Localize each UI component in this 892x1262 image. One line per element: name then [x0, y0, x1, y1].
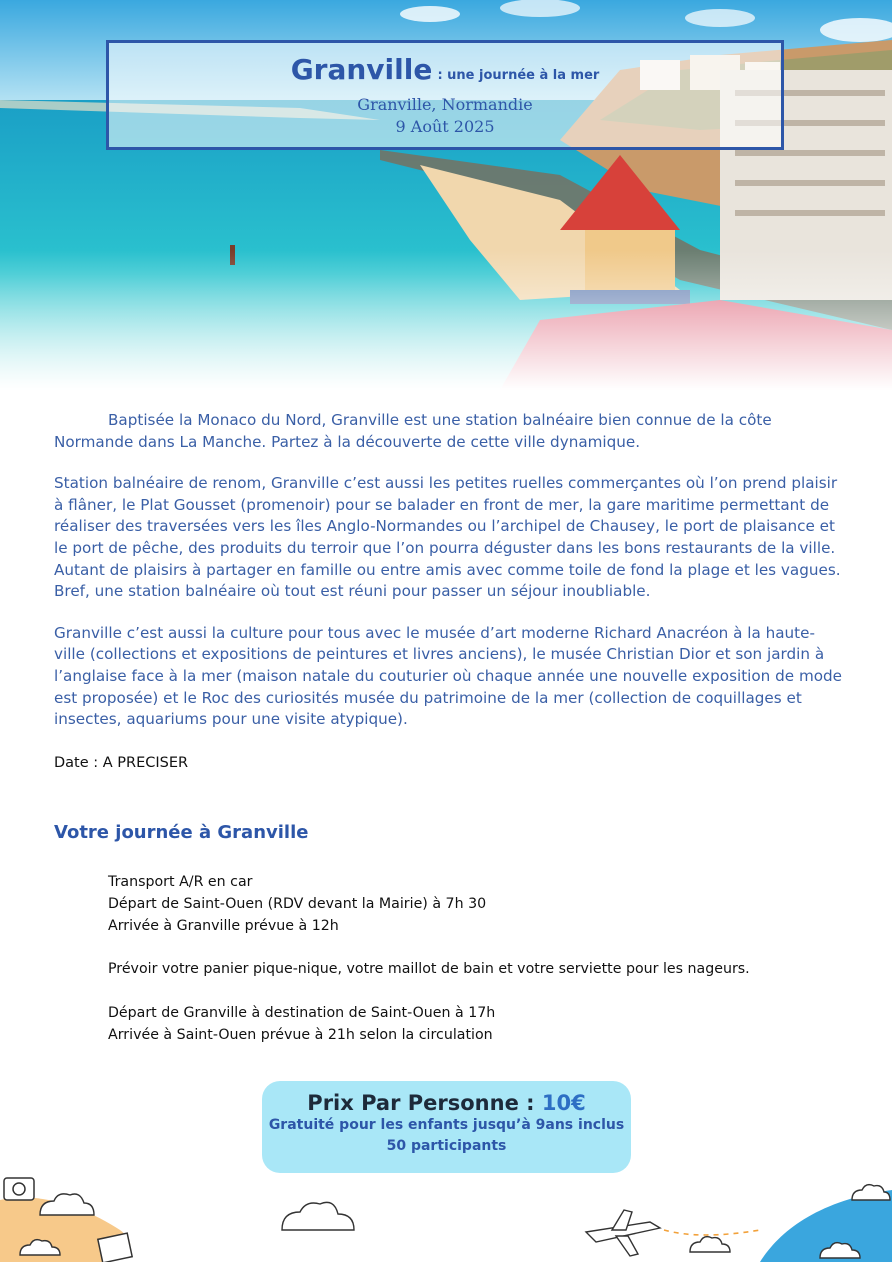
detail-prevoir: Prévoir votre panier pique-nique, votre maillot de bain et votre serviette pour les nageurs.: [108, 961, 750, 978]
flight-path: [664, 1230, 760, 1235]
section-title: Votre journée à Granville: [54, 822, 309, 843]
intro-paragraph: Baptisée la Monaco du Nord, Granville est une station balnéaire bien connue de la côte Normande dans La Manche. Partez à la découverte de cette ville dynamique.: [54, 411, 772, 451]
free-note: Gratuité pour les enfants jusqu’à 9ans inclus: [268, 1117, 625, 1133]
detail-transport: Transport A/R en car: [108, 874, 253, 890]
location-text: Granville, Normandie: [357, 95, 533, 114]
airplane-icon: [586, 1210, 660, 1256]
camera-icon: [4, 1178, 34, 1200]
page-subtitle: : une journée à la mer: [437, 68, 600, 83]
intro-content: [54, 410, 844, 774]
detail-arrivee-saint-ouen: Arrivée à Saint-Ouen prévue à 21h selon la circulation: [108, 1026, 493, 1043]
event-date: 9 Août 2025: [395, 117, 495, 136]
detail-depart-saint-ouen: Départ de Saint-Ouen (RDV devant la Mairie) à 7h 30: [108, 895, 487, 912]
price-label: Prix Par Personne :: [307, 1091, 535, 1115]
price-value: 10€: [541, 1091, 586, 1115]
detail-depart-granville: Départ de Granville à destination de Saint-Ouen à 17h: [108, 1004, 496, 1021]
intro-paragraph: Station balnéaire de renom, Granville c’est aussi les petites ruelles commerçantes où l’on prend plaisir à flâner, le Plat Gousset (promenoir) pour se balader en front de mer, la gare maritime permettant de réaliser des traversées vers les îles Anglo-Normandes ou l’archipel de Chausey, le port de plaisance et le port de pêche, des produits du terroir que l’on pourra déguster dans les bons restaurants de la ville. Autant de plaisirs à partager en famille ou entre amis avec comme toile de fond la plage et les vagues. Bref, une station balnéaire où tout est réuni pour passer un séjour inoubliable.: [54, 474, 841, 601]
cloud-icon: [282, 1202, 354, 1230]
page-title: Granville: [290, 53, 433, 86]
intro-paragraph: Granville c’est aussi la culture pour tous avec le musée d’art moderne Richard Anacréon à la haute-ville (collections et expositions de peintures et livres anciens), le musée Christian Dior et son jardin à l’anglaise face à la mer (maison natale du couturier où chaque année une nouvelle exposition de mode est proposée) et le Roc des curiosités musée du patrimoine de la mer (collection de coquillages et insectes, aquariums pour une visite atypique).: [54, 623, 843, 729]
price-box: [262, 1081, 631, 1173]
trip-details: [108, 872, 868, 1046]
footer-decoration: [0, 1170, 892, 1262]
date-note: Date : A PRECISER: [54, 754, 189, 771]
participants-count: 50 participants: [386, 1138, 507, 1154]
title-box: [106, 40, 784, 150]
detail-arrivee-granville: Arrivée à Granville prévue à 12h: [108, 917, 339, 934]
